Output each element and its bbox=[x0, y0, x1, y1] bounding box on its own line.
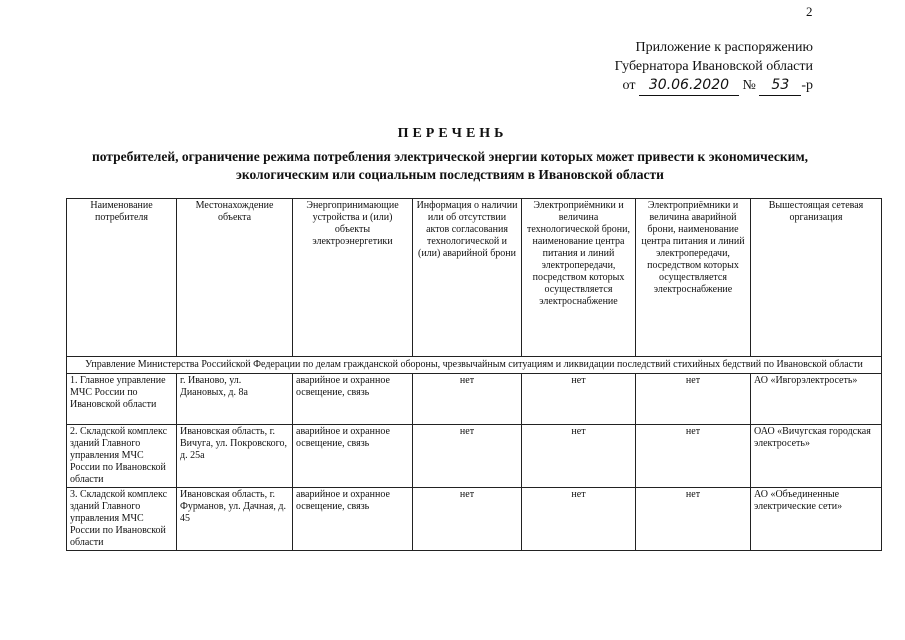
cell-org: ОАО «Вичугская городская электросеть» bbox=[751, 425, 882, 488]
from-label: от bbox=[622, 78, 636, 93]
section-row bbox=[67, 357, 882, 374]
header-location: Местонахождение объекта bbox=[177, 199, 293, 357]
cell-acts: нет bbox=[413, 374, 522, 425]
header-consumer-name: Наименование потребителя bbox=[67, 199, 177, 357]
cell-org: АО «Объединенные электрические сети» bbox=[751, 488, 882, 551]
appendix-line-2: Губернатора Ивановской области bbox=[614, 59, 813, 74]
cell-name: 3. Складской комплекс зданий Главного управления МЧС России по Ивановской области bbox=[67, 488, 177, 551]
cell-name: 2. Складской комплекс зданий Главного управления МЧС России по Ивановской области bbox=[67, 425, 177, 488]
cell-emergency: нет bbox=[636, 374, 751, 425]
cell-devices: аварийное и охранное освещение, связь bbox=[293, 488, 413, 551]
header-grid-org: Вышестоящая сетевая организация bbox=[751, 199, 882, 357]
appendix-line-1: Приложение к распоряжению bbox=[635, 40, 813, 55]
table-row bbox=[67, 425, 882, 488]
cell-acts: нет bbox=[413, 488, 522, 551]
cell-org: АО «Ивгорэлектросеть» bbox=[751, 374, 882, 425]
header-devices: Энергопринимающие устройства и (или) объекты электроэнергетики bbox=[293, 199, 413, 357]
page-number: 2 bbox=[806, 4, 813, 19]
cell-devices: аварийное и охранное освещение, связь bbox=[293, 374, 413, 425]
table-row bbox=[67, 488, 882, 551]
cell-tech: нет bbox=[522, 488, 636, 551]
cell-tech: нет bbox=[522, 425, 636, 488]
header-tech-reserve: Электроприёмники и величина технологической брони, наименование центра питания и линий электропередачи, посредством которых осуществляется электроснабжение bbox=[522, 199, 636, 357]
cell-acts: нет bbox=[413, 425, 522, 488]
cell-emergency: нет bbox=[636, 425, 751, 488]
document-date: 30.06.2020 bbox=[639, 76, 739, 96]
number-suffix: -р bbox=[801, 78, 813, 93]
cell-name: 1. Главное управление МЧС России по Ивановской области bbox=[67, 374, 177, 425]
number-label: № bbox=[742, 78, 756, 93]
cell-location: Ивановская область, г. Вичуга, ул. Покровского, д. 25а bbox=[177, 425, 293, 488]
cell-location: г. Иваново, ул. Диановых, д. 8а bbox=[177, 374, 293, 425]
document-title: ПЕРЕЧЕНЬ bbox=[397, 126, 508, 141]
appendix-block bbox=[615, 38, 813, 96]
cell-emergency: нет bbox=[636, 488, 751, 551]
header-emergency-reserve: Электроприёмники и величина аварийной брони, наименование центра питания и линий электропередачи, посредством которых осуществляется электроснабжение bbox=[636, 199, 751, 357]
document-subtitle: потребителей, ограничение режима потребления электрической энергии которых может привести к экономическим, экологическим или социальным последствиям в Ивановской области bbox=[91, 149, 809, 182]
appendix-date-line bbox=[615, 76, 813, 96]
table-header-row bbox=[67, 199, 882, 357]
header-acts: Информация о наличии или об отсутствии актов согласования технологической и (или) аварийной брони bbox=[413, 199, 522, 357]
cell-location: Ивановская область, г. Фурманов, ул. Дачная, д. 45 bbox=[177, 488, 293, 551]
section-title: Управление Министерства Российской Федерации по делам гражданской обороны, чрезвычайным ситуациям и ликвидации последствий стихийных бедствий по Ивановской области bbox=[67, 357, 882, 374]
cell-devices: аварийное и охранное освещение, связь bbox=[293, 425, 413, 488]
consumers-table bbox=[66, 198, 882, 551]
table-row bbox=[67, 374, 882, 425]
document-number: 53 bbox=[759, 76, 801, 96]
cell-tech: нет bbox=[522, 374, 636, 425]
